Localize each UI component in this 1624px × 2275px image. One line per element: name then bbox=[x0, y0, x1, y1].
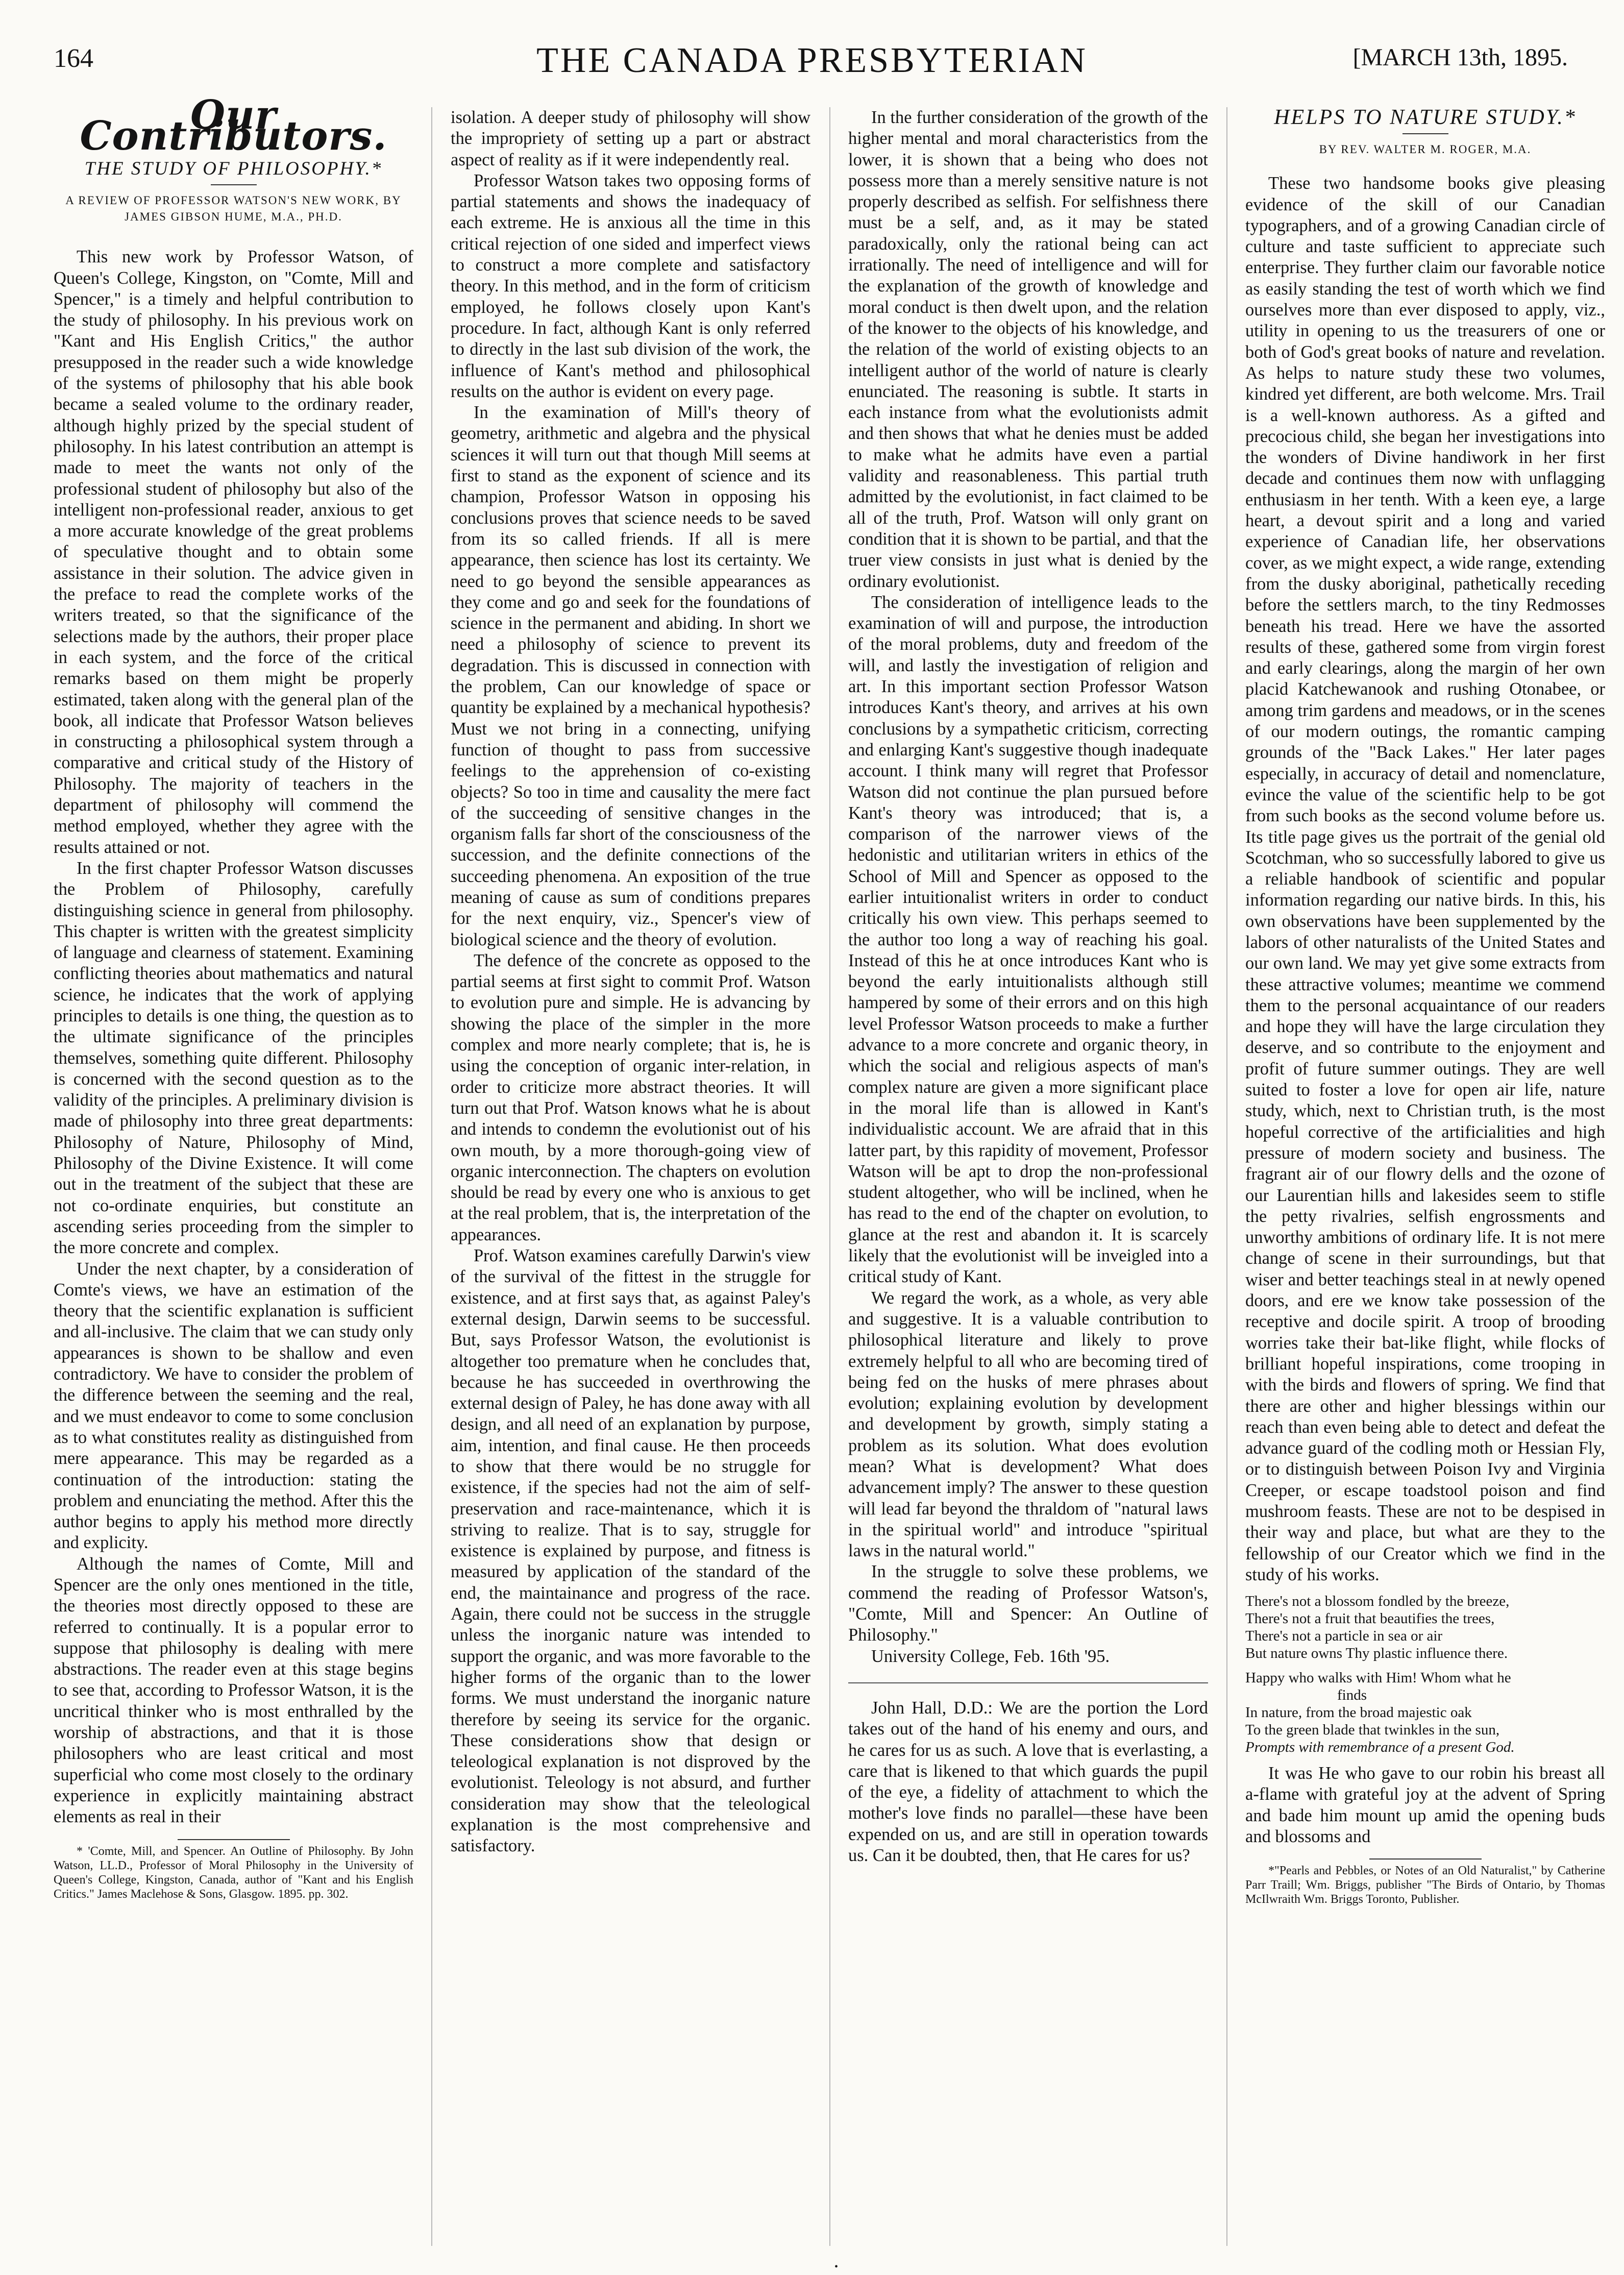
paragraph: Professor Watson takes two opposing forms of partial statements and shows the inadequacy of each extreme. He is anxious all the time in this critical rejection of one sided and imperfect views to construct a more complete and satisfactory theory. In this method, and in the form of criticism employed, he follows closely upon Kant's procedure. In fact, although Kant is only referred to directly in the last sub division of the work, the influence of Kant's method and philosophical results on the author is evident on every page. bbox=[451, 170, 810, 401]
column-3 bbox=[848, 107, 1208, 1866]
footnote: * 'Comte, Mill, and Spencer. An Outline of Philosophy. By John Watson, LL.D., Professor of Moral Philosophy in the University of Queen's College, Kingston, Canada, author of "Kant and his English Critics." James Maclehose & Sons, Glasgow. 1895. pp. 302. bbox=[54, 1844, 413, 1901]
column-divider bbox=[1226, 107, 1227, 2246]
paragraph: John Hall, D.D.: We are the portion the Lord takes out of the hand of his enemy and ours, and he cares for us as such. A love that is everlasting, a care that is likened to that which guards the pupil of the eye, a fidelity of attachment to which the mother's love finds no parallel—these have been expended on us, and are still in operation towards us. Can it be doubted, then, that He cares for us? bbox=[848, 1698, 1208, 1866]
paragraph: In the further consideration of the growth of the higher mental and moral characteristics from the lower, it is shown that a being who does not possess more than a merely sensitive nature is not properly described as selfish. For selfishness there must be a self, and, as it may be stated paradoxically, only the rational being can act irrationally. The need of intelligence and will for the explanation of the growth of knowledge and moral conduct is then dwelt upon, and the relation of the knower to the objects of his knowledge, and the relation of the world of existing objects to an intelligent author of the world of nature is clearly enunciated. The reasoning is subtle. It starts in each instance from what the evolutionists admit and then shows that what he denies must be added to make what he admits have even a partial validity and reasonableness. This partial truth admitted by the evolutionist, in fact claimed to be all of the truth, Prof. Watson will only grant on condition that it is shown to be partial, and that the truer view consists in just what is denied by the ordinary evolutionist. bbox=[848, 108, 1208, 591]
paragraph: The consideration of intelligence leads to the examination of will and purpose, the introduction of the moral problems, duty and freedom of the will, and lastly the investigation of religion and art. In this important section Professor Watson introduces Kant's theory, and arrives at his own conclusions by a sympathetic criticism, correcting and enlarging Kant's suggestive though inadequate account. I think many will regret that Professor Watson did not continue the plan pursued before Kant's theory was introduced; that is, a comparison of the narrower views of the hedonistic and utilitarian writers in ethics of the School of Mill and Spencer as opposed to the earlier intuitionalist writers in order to conduct critically his own view. This perhaps seemed to the author too long a way of reaching his goal. Instead of this he at once introduces Kant who is beyond the early intuitionalists although still hampered by some of their errors and on this high level Professor Watson proceeds to make a further advance to a more concrete and organic theory, in which the social and religious aspects of man's complex nature are given a more significant place in the moral life than is allowed in Kant's individualistic account. We are afraid that in this latter part, by this rapidity of movement, Professor Watson will be apt to drop the non-professional student altogether, who will be inclined, when he has read to the end of the chapter on evolution, to glance at the rest and abandon it. It is scarcely likely that the evolutionist will be inveigled into a critical study of Kant. bbox=[848, 592, 1208, 1287]
paragraph: Although the names of Comte, Mill and Spencer are the only ones mentioned in the title, the theories most directly opposed to these are referred to continually. It is a popular error to suppose that philosophy is dealing with mere abstractions. The reader even at this stage begins to see that, according to Professor Watson, it is the uncritical thinker who is most enthralled by the worship of abstractions, and that it is those philosophers who are least critical and most superficial who come most closely to the ordinary experience in explicitly maintaining abstract elements as real in their bbox=[54, 1554, 413, 1827]
article-title: THE STUDY OF PHILOSOPHY.* bbox=[84, 158, 383, 179]
column-4 bbox=[1245, 107, 1605, 1906]
poem-stanza bbox=[1245, 1669, 1605, 1756]
separator bbox=[848, 1682, 1208, 1683]
column-divider bbox=[431, 107, 432, 2246]
page-number: 164 bbox=[54, 44, 93, 73]
poem-line: There's not a blossom fondled by the breeze, bbox=[1245, 1593, 1510, 1610]
masthead: THE CANADA PRESBYTERIAN bbox=[536, 41, 1088, 80]
paragraph: Prof. Watson examines carefully Darwin's view of the survival of the fittest in the struggle for existence, and at first says that, as against Paley's external design, Darwin seems to be successful. But, says Professor Watson, the evolutionist is altogether too premature when he concludes that, because he has succeeded in overthrowing the external design of Paley, he has done away with all design, and all need of an explanation by purpose, aim, intention, and final cause. He then proceeds to show that there would be no struggle for existence, if the species had not the aim of self-preservation and race-maintenance, which it is striving to realize. That is to say, struggle for existence is explained by purpose, and fitness is measured by application of the standard of the end, the maintainance and progress of the race. Again, there could not be success in the struggle unless the inorganic nature was intended to support the organic, and was more favorable to the higher forms of the organic than to the lower forms. We must understand the inorganic nature therefore by seeing its service for the organic. These considerations show that design or teleological explanation is not disproved by the evolutionist. Teleology is not absurd, and further consideration may show that the teleological explanation is the most comprehensive and satisfactory. bbox=[451, 1246, 810, 1856]
poem-line: In nature, from the broad majestic oak bbox=[1245, 1704, 1472, 1721]
paragraph: In the first chapter Professor Watson discusses the Problem of Philosophy, carefully distinguishing science in general from philosophy. This chapter is written with the greatest simplicity of language and clearness of statement. Examining conflicting theories about mathematics and natural science, he indicates that the work of applying principles to details is one thing, the question as to the ultimate significance of the principles themselves, something quite different. Philosophy is concerned with the second question as to the validity of the principles. A preliminary division is made of philosophy into three great departments: Philosophy of Nature, Philosophy of Mind, Philosophy of the Divine Existence. It will come out in the treatment of the subject that these are not co-ordinate enquiries, but constitute an ascending series proceeding from the simpler to the more concrete and complex. bbox=[54, 858, 413, 1258]
page-mark: • bbox=[834, 2261, 839, 2272]
poem-line: There's not a fruit that beautifies the trees, bbox=[1245, 1610, 1495, 1627]
paragraph: We regard the work, as a whole, as very able and suggestive. It is a valuable contribution to philosophical literature and likely to prove extremely helpful to all who are becoming tired of being fed on the husks of mere phrases about evolution; explaining evolution by development and development by growth, simply stating a problem as its solution. What does evolution mean? What is development? What does advancement imply? The answer to these question will lead far beyond the thraldom of "natural laws in the spiritual world" and introduce "spiritual laws in the natural world." bbox=[848, 1288, 1208, 1561]
footnote-rule bbox=[178, 1839, 290, 1840]
section-heading: Our Contributors. bbox=[80, 92, 387, 160]
poem-line: Happy who walks with Him! Whom what he bbox=[1245, 1670, 1511, 1686]
title-rule bbox=[211, 184, 257, 185]
paragraph: These two handsome books give pleasing evidence of the skill of our Canadian typographers, and of a growing Canadian circle of culture and taste sufficient to appreciate such enterprise. They further claim our favorable notice as easily standing the test of worth which we find ourselves more than ever disposed to apply, viz., utility in opening to us the treasurers of one or both of God's great books of nature and revelation. As helps to nature study these two volumes, kindred yet different, are both welcome. Mrs. Trail is a well-known authoress. As a gifted and precocious child, she began her investigations into the wonders of Divine handiwork in her first decade and continues them now with unflagging enthusiasm in her tenth. With a keen eye, a large heart, a devout spirit and a long and varied experience of Canadian life, her observations cover, as we might expect, a wide range, extending from the dusky aboriginal, pathetically receding before the settlers march, to the tiny Redmosses beneath his tread. Here we have the assorted results of these, gathered some from virgin forest and early clearings, along the margin of her own placid Katchewanook and rushing Otonabee, or among trim gardens and meadows, or in the scenes of our modern outings, the romantic camping grounds of the "Back Lakes." Her later pages especially, in accuracy of detail and nomenclature, evince the value of the scientific help to be got from such books as the second volume before us. Its title page gives us the portrait of the genial old Scotchman, who so successfully labored to give us a reliable handbook of scientific and popular information regarding our native birds. In this, his own observations have been supplemented by the labors of other naturalists of the United States and our own land. We may yet give some extracts from these attractive volumes; meantime we commend them to the personal acquaintance of our readers and hope they will have the large circulation they deserve, and so contribute to the enjoyment and profit of future summer outings. They are well suited to foster a love for open air life, nature study, which, next to Christian truth, is the most hopeful corrective of the artificialities and high pressure of modern society and business. The fragrant air of our flowry dells and the ozone of our Laurentian hills and lakesides seem to stifle the petty rivalries, selfish engrossments and unworthy ambitions of ordinary life. It is not mere change of scene in their surroundings, but that wiser and better teachings steal in at newly opened doors, and ere we know take possession of the receptive and docile spirit. A troop of brooding worries take their bat-like flight, while flocks of brilliant hopeful inspirations, come trooping in with the birds and flowers of spring. We find that there are other and higher blessings within our reach than even being able to detect and defeat the advance guard of the codling moth or Hessian Fly, or to distinguish between Poison Ivy and Virginia Creeper, or escape toadstool poison and find mushroom feasts. These are not to be despised in their way and place, but what are they to the fellowship of our Creator which we find in the study of his works. bbox=[1245, 174, 1605, 1584]
page-header bbox=[0, 43, 1624, 84]
article-title: HELPS TO NATURE STUDY.* bbox=[1274, 106, 1577, 129]
paragraph: isolation. A deeper study of philosophy will show the impropriety of setting up a part or abstract aspect of reality as if it were independently real. bbox=[451, 108, 810, 169]
article-byline: A REVIEW OF PROFESSOR WATSON'S NEW WORK, BY JAMES GIBSON HUME, M.A., PH.D. bbox=[65, 194, 402, 224]
poem-line: To the green blade that twinkles in the sun, bbox=[1245, 1722, 1500, 1739]
issue-date: [MARCH 13th, 1895. bbox=[1352, 44, 1568, 71]
footnote-rule bbox=[1369, 1858, 1482, 1860]
article-byline: BY REV. WALTER M. ROGER, M.A. bbox=[1319, 143, 1532, 156]
title-rule bbox=[1402, 133, 1448, 134]
paragraph: This new work by Professor Watson, of Queen's College, Kingston, on "Comte, Mill and Spencer," is a timely and helpful contribution to the study of philosophy. In his previous work on "Kant and His English Critics," the author presupposed in the reader such a wide knowledge of the systems of philosophy that his able book became a sealed volume to the ordinary reader, although highly prized by the special student of philosophy. In his latest contribution an attempt is made to meet the wants not only of the professional student of philosophy but also of the intelligent non-professional reader, anxious to get a more accurate knowledge of the great problems of speculative thought and to obtain some assistance in their solution. The advice given in the preface to read the complete works of the writers treated, so that the significance of the selections made by the authors, their proper place in each system, and the force of the critical remarks based on them might be properly estimated, taken along with the general plan of the book, all indicate that Professor Watson believes in constructing a philosophical system through a comparative and critical study of the History of Philosophy. The majority of teachers in the department of philosophy will commend the method employed, whether they agree with the results attained or not. bbox=[54, 247, 413, 857]
signoff: University College, Feb. 16th '95. bbox=[871, 1646, 1110, 1666]
column-2 bbox=[451, 107, 810, 1857]
paragraph: Under the next chapter, by a consideration of Comte's views, we have an estimation of the theory that the scientific explanation is sufficient and all-inclusive. The claim that we can study only appearances is shown to be shallow and even contradictory. We have to consider the problem of the difference between the seeming and the real, and we must endeavor to come to some conclusion as to what constitutes reality as distinguished from mere appearance. This may be regarded as a continuation of the introduction: stating the problem and enunciating the method. After this the author begins to apply his method more directly and explicity. bbox=[54, 1259, 413, 1553]
column-1 bbox=[54, 92, 413, 1901]
poem-line: There's not a particle in sea or air bbox=[1245, 1628, 1443, 1645]
footnote: *"Pearls and Pebbles, or Notes of an Old Naturalist," by Catherine Parr Traill; Wm. Briggs, publisher "The Birds of Ontario, by Thomas McIlwraith Wm. Briggs Toronto, Publisher. bbox=[1245, 1864, 1605, 1906]
paragraph: In the struggle to solve these problems, we commend the reading of Professor Watson's, "Comte, Mill and Spencer: An Outline of Philosophy." bbox=[848, 1562, 1208, 1645]
poem bbox=[1245, 1593, 1605, 1756]
column-divider bbox=[829, 107, 830, 2246]
poem-line: finds bbox=[1337, 1687, 1367, 1704]
paragraph: The defence of the concrete as opposed to the partial seems at first sight to commit Prof. Watson to evolution pure and simple. He is advancing by showing the place of the simpler in the more complex and more nearly complete; that is, he is using the conception of organic inter-relation, in order to criticize more abstract theories. It will turn out that Prof. Watson knows what he is about and intends to condemn the evolutionist out of his own mouth, by a more thorough-going view of organic interconnection. The chapters on evolution should be read by every one who is anxious to get at the real problem, that is, the interpretation of the appearances. bbox=[451, 950, 810, 1244]
paragraph: It was He who gave to our robin his breast all a-flame with grateful joy at the advent of Spring and bade him mount up amid the opening buds and blossoms and bbox=[1245, 1764, 1605, 1847]
paragraph: In the examination of Mill's theory of geometry, arithmetic and algebra and the physical sciences it will turn out that though Mill seems at first to stand as the exponent of science and its champion, Professor Watson in opposing his conclusions proves that science needs to be saved from its so called friends. If all is mere appearance, then science has lost its certainty. We need to go beyond the sensible appearances as they come and go and seek for the foundations of science in the permanent and abiding. In short we need a philosophy of science to prevent its degradation. This is discussed in connection with the problem, Can our knowledge of space or quantity be explained by a mechanical hypothesis? Must we not bring in a connecting, unifying function of thought to pass from successive feelings to the apprehension of co-existing objects? So too in time and causality the mere fact of the succeeding of sensitive changes in the organism falls far short of the consciousness of the succession, and the definite connections of the succeeding phenomena. An exposition of the true meaning of cause as sum of conditions prepares for the next enquiry, viz., Spencer's view of biological science and the theory of evolution. bbox=[451, 403, 810, 949]
poem-line: Prompts with remembrance of a present God. bbox=[1245, 1739, 1515, 1756]
poem-stanza bbox=[1245, 1593, 1605, 1662]
poem-line: But nature owns Thy plastic influence there. bbox=[1245, 1645, 1508, 1662]
